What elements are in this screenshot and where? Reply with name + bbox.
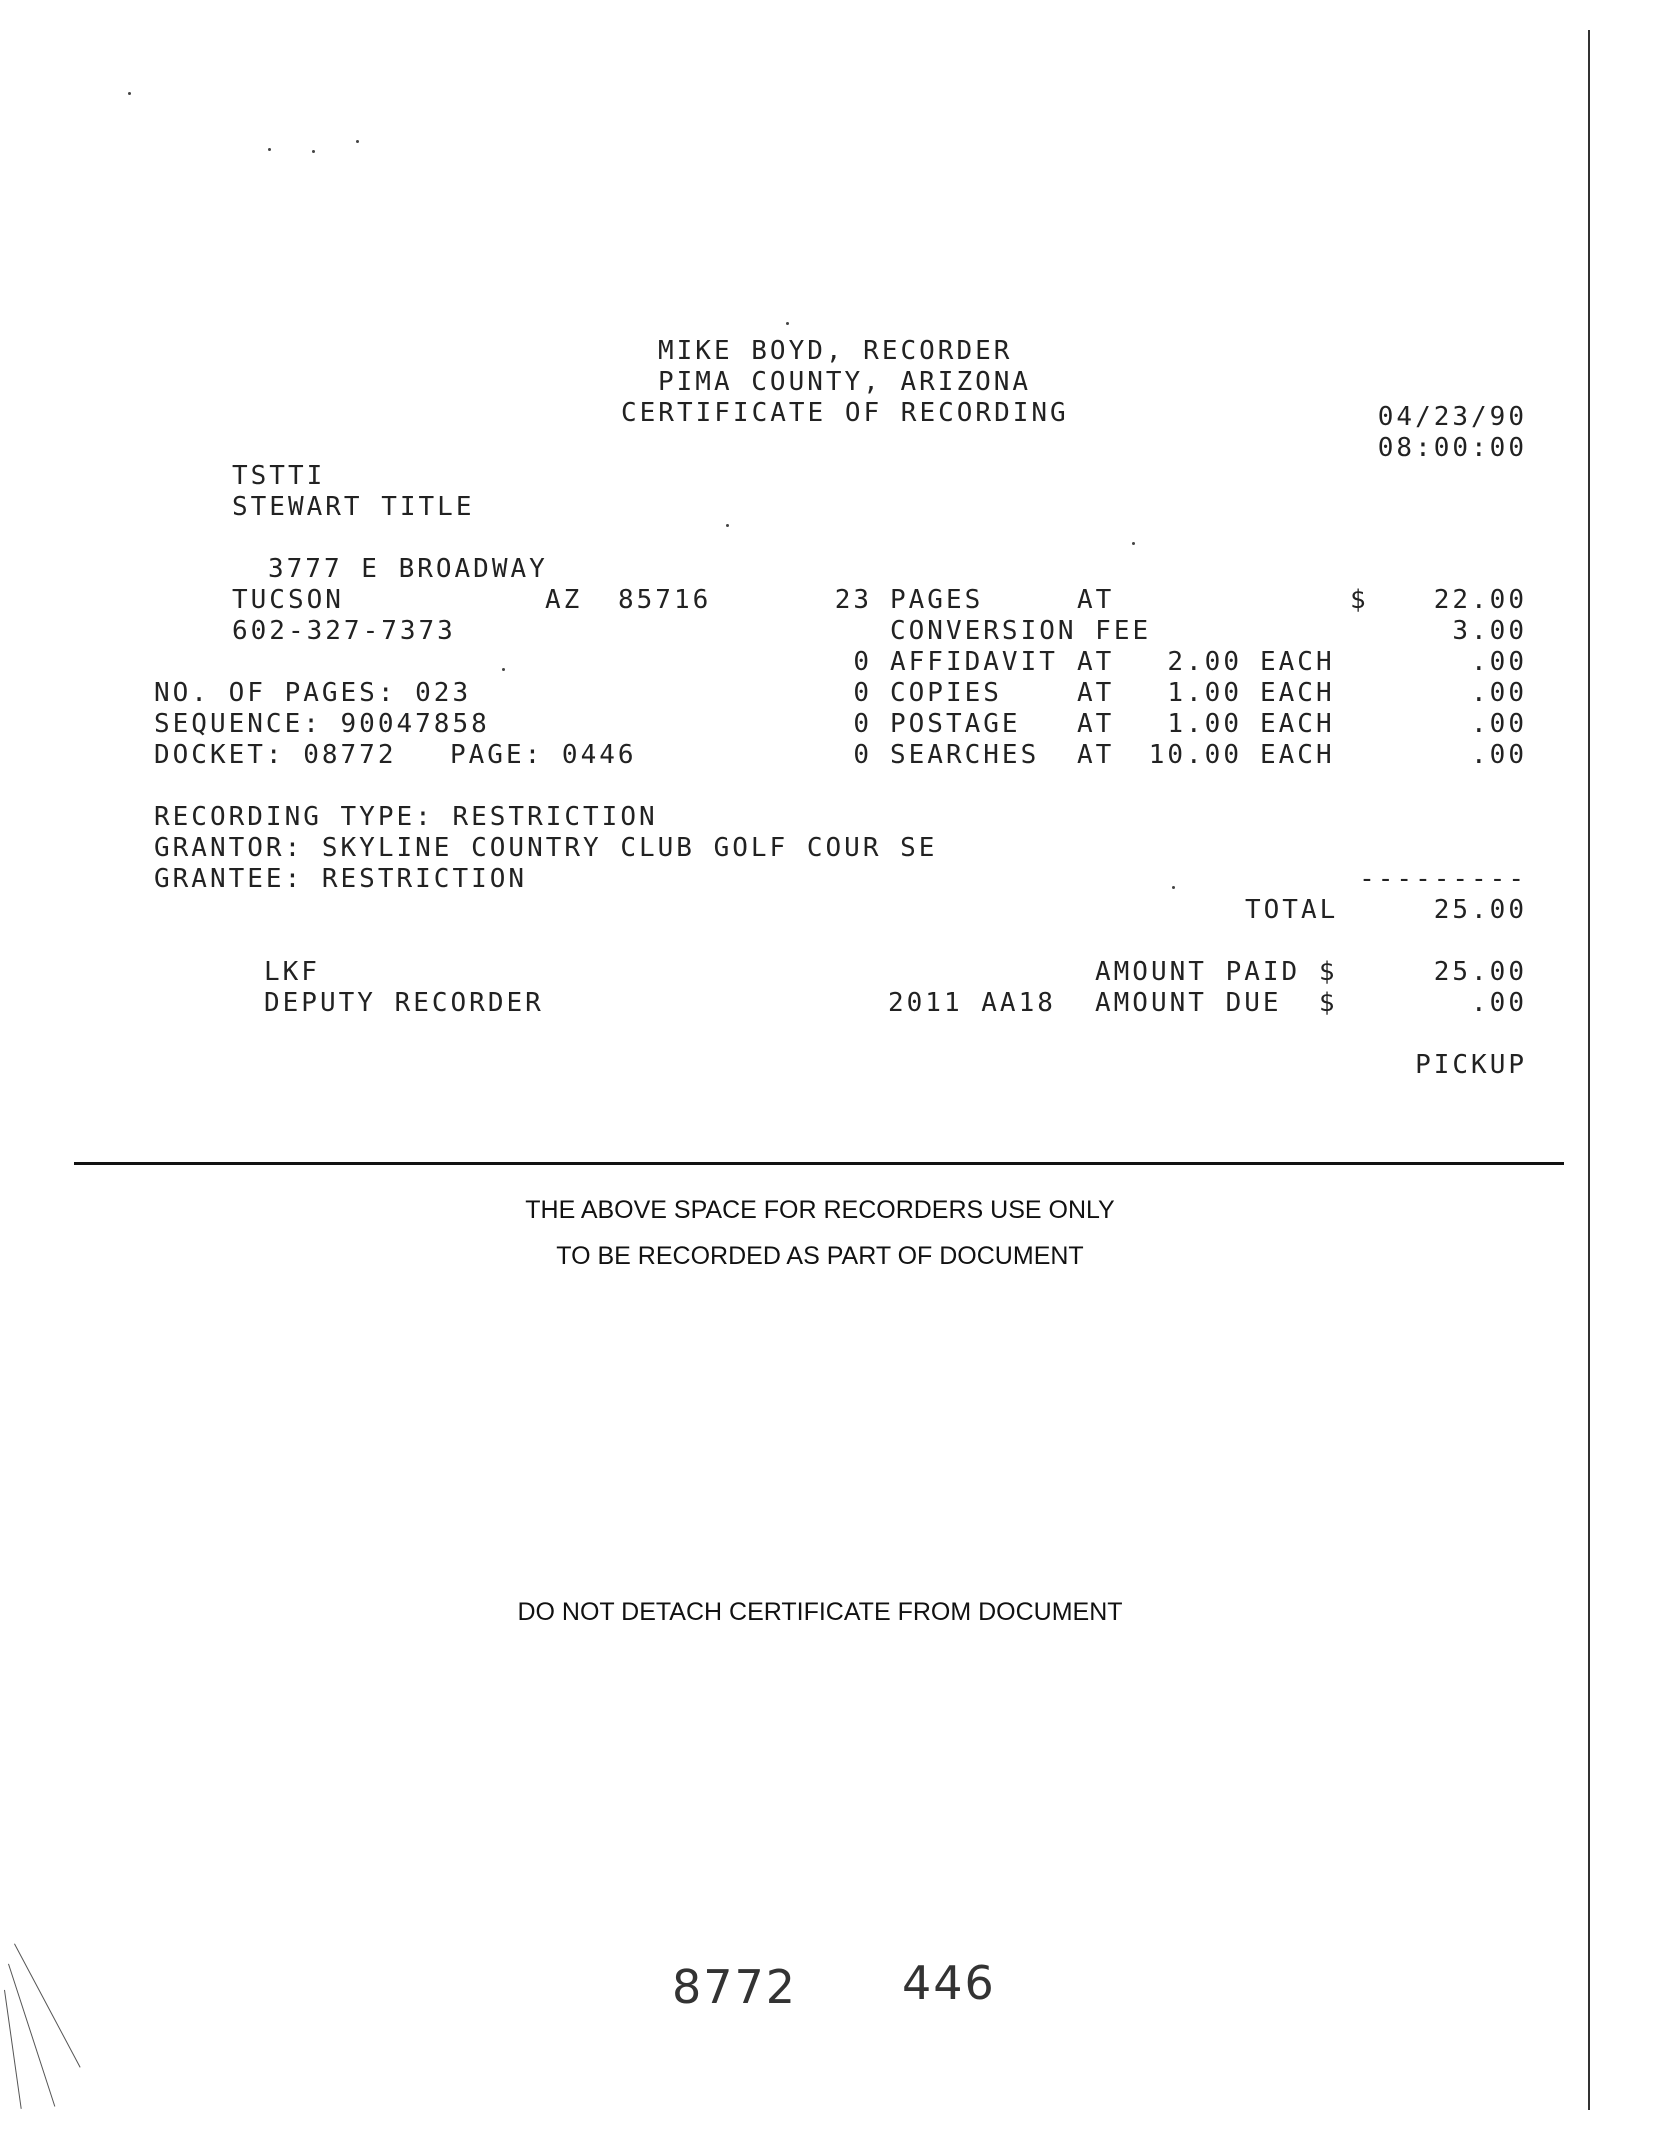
recording-type: RECORDING TYPE: RESTRICTION — [154, 802, 658, 832]
fee-amount: .00 — [1471, 678, 1527, 708]
fee-item: SEARCHES — [890, 740, 1040, 770]
terminal-id: 2011 AA18 — [888, 988, 1056, 1018]
scan-speck — [786, 322, 789, 325]
scan-speck — [1132, 542, 1135, 545]
fee-each: EACH — [1260, 740, 1335, 770]
recorder-name: MIKE BOYD, RECORDER — [658, 336, 1013, 366]
deputy-initials: LKF — [264, 957, 320, 987]
scan-speck — [312, 150, 315, 153]
scan-speck — [356, 140, 359, 143]
total-divider: --------- — [1359, 864, 1527, 894]
fee-at: AT — [1077, 585, 1115, 615]
scan-scratch — [8, 1964, 55, 2107]
deputy-title: DEPUTY RECORDER — [264, 988, 544, 1018]
pickup-label: PICKUP — [1415, 1050, 1527, 1080]
customer-state: AZ — [545, 585, 583, 615]
grantee: GRANTEE: RESTRICTION — [154, 864, 528, 894]
fee-amount: 3.00 — [1452, 616, 1527, 646]
handwritten-docket: 8772 — [672, 1960, 798, 2014]
amount-paid: 25.00 — [1433, 957, 1527, 987]
fee-currency: $ — [1350, 585, 1369, 615]
amount-due-label: AMOUNT DUE $ — [1095, 988, 1338, 1018]
fee-each: EACH — [1260, 678, 1335, 708]
recording-time: 08:00:00 — [1377, 433, 1527, 463]
customer-phone: 602-327-7373 — [232, 616, 456, 646]
grantor: GRANTOR: SKYLINE COUNTRY CLUB GOLF COUR SE — [154, 833, 938, 863]
fee-amount: .00 — [1471, 740, 1527, 770]
fee-qty: 0 — [853, 709, 872, 739]
recording-date: 04/23/90 — [1377, 402, 1527, 432]
notice-recorders-use: THE ABOVE SPACE FOR RECORDERS USE ONLY — [525, 1196, 1115, 1224]
scan-speck — [268, 148, 271, 151]
customer-code: TSTTI — [232, 461, 326, 491]
fee-amount: .00 — [1471, 709, 1527, 739]
fee-item: AFFIDAVIT — [890, 647, 1058, 677]
scan-scratch — [14, 1944, 81, 2068]
fee-at: AT — [1077, 740, 1115, 770]
pages-count: NO. OF PAGES: 023 — [154, 678, 472, 708]
docket-number: DOCKET: 08772 — [154, 740, 397, 770]
fee-each: EACH — [1260, 647, 1335, 677]
fee-at: AT — [1077, 647, 1115, 677]
handwritten-page: 446 — [902, 1956, 996, 2010]
fee-at: AT — [1077, 678, 1115, 708]
customer-zip: 85716 — [618, 585, 712, 615]
sequence-number: SEQUENCE: 90047858 — [154, 709, 490, 739]
fee-qty: 0 — [853, 678, 872, 708]
fee-item: CONVERSION FEE — [890, 616, 1152, 646]
scan-speck — [726, 524, 729, 527]
page-edge-line — [1588, 30, 1590, 2110]
scan-speck — [502, 668, 505, 671]
amount-due: .00 — [1471, 988, 1527, 1018]
recorder-space-divider — [74, 1162, 1564, 1165]
fee-amount: 22.00 — [1433, 585, 1527, 615]
fee-at: AT — [1077, 709, 1115, 739]
customer-name: STEWART TITLE — [232, 492, 475, 522]
notice-part-of-document: TO BE RECORDED AS PART OF DOCUMENT — [556, 1242, 1084, 1270]
county-name: PIMA COUNTY, ARIZONA — [658, 367, 1032, 397]
docket-page: PAGE: 0446 — [450, 740, 637, 770]
fee-each: EACH — [1260, 709, 1335, 739]
notice-do-not-detach: DO NOT DETACH CERTIFICATE FROM DOCUMENT — [517, 1598, 1123, 1626]
fee-rate: 1.00 — [1167, 678, 1242, 708]
customer-address: 3777 E BROADWAY — [268, 554, 548, 584]
fee-qty: 23 — [834, 585, 872, 615]
fee-rate: 1.00 — [1167, 709, 1242, 739]
amount-paid-label: AMOUNT PAID $ — [1095, 957, 1338, 987]
scan-speck — [1172, 886, 1175, 889]
fee-item: PAGES — [890, 585, 984, 615]
total-label: TOTAL — [1245, 895, 1339, 925]
certificate-title: CERTIFICATE OF RECORDING — [621, 398, 1069, 428]
fee-item: POSTAGE — [890, 709, 1021, 739]
fee-rate: 2.00 — [1167, 647, 1242, 677]
fee-rate: 10.00 — [1148, 740, 1242, 770]
fee-amount: .00 — [1471, 647, 1527, 677]
scan-speck — [128, 92, 131, 95]
fee-qty: 0 — [853, 647, 872, 677]
fee-item: COPIES — [890, 678, 1002, 708]
total-amount: 25.00 — [1433, 895, 1527, 925]
customer-city: TUCSON — [232, 585, 344, 615]
fee-qty: 0 — [853, 740, 872, 770]
scan-scratch — [4, 1990, 22, 2109]
